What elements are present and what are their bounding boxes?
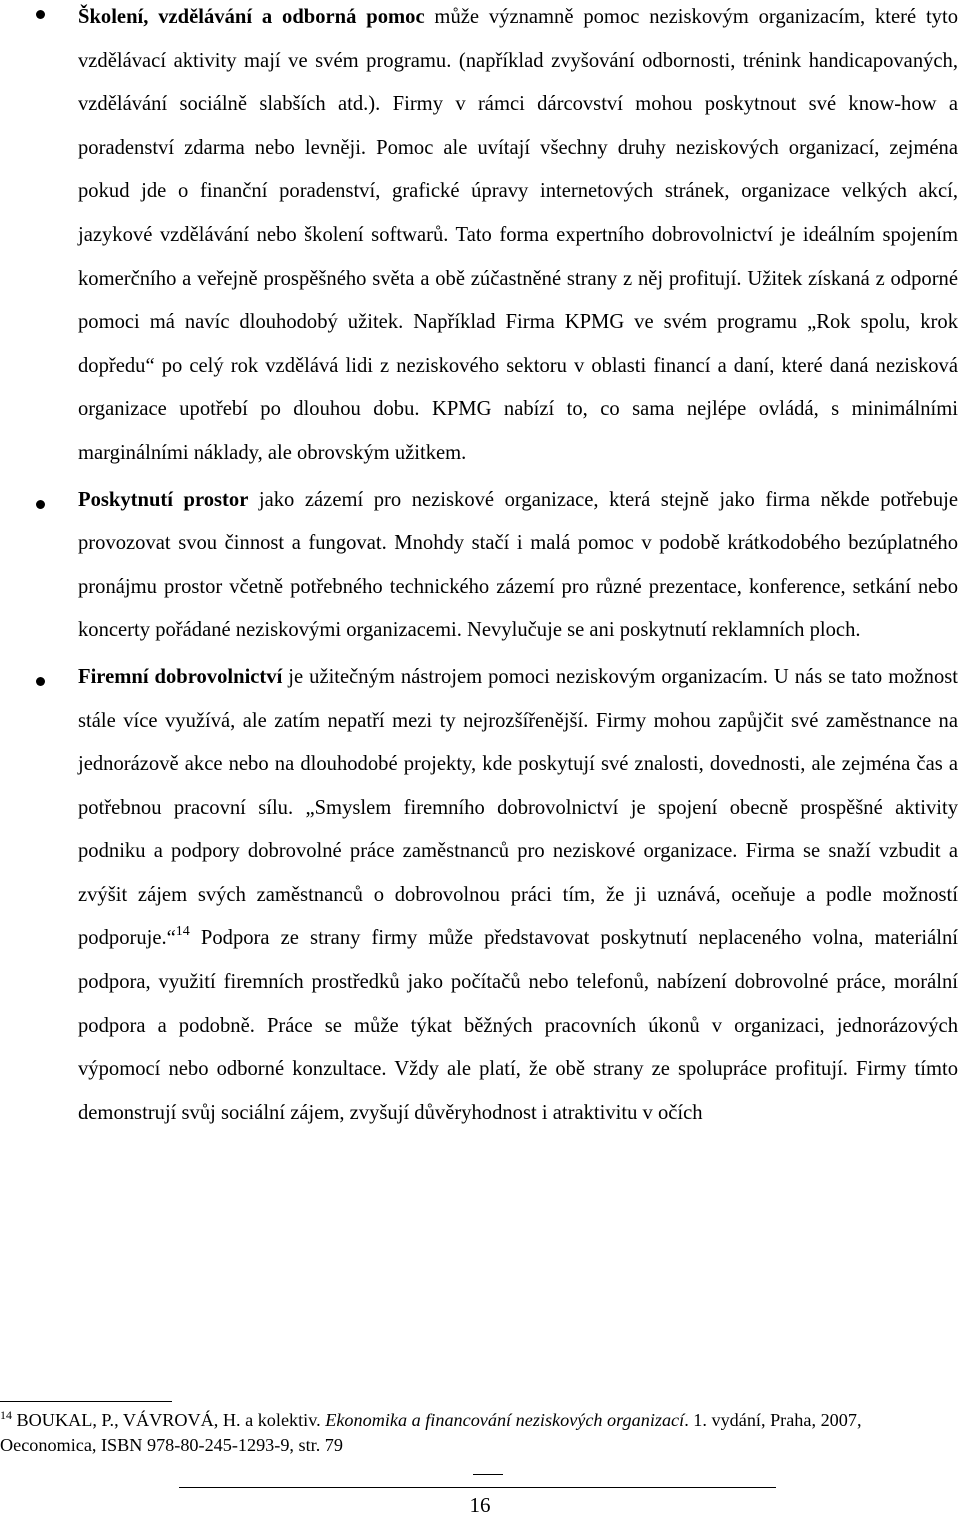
list-item-text: může významně pomoc neziskovým organizacím, které tyto vzdělávací aktivity mají ve svém programu. (například zvyšování odbornosti, trénink handicapovaných, vzdělávání sociálně slabších atd.). Firmy v rámci dárcovství mohou poskytnout své know-how a poradenství zdarma nebo levněji. Pomoc ale uvítají všechny druhy neziskových organizací, zejména pokud jde o finanční poradenství, grafické úpravy internetových stránek, organizace velkých akcí, jazykové vzdělávání nebo školení softwarů. Tato forma expertního dobrovolnictví je ideálním spojením komerčního a veřejně prospěšného světa a obě zúčastněné strany z něj profitují. Užitek získaná z odporné pomoci má navíc dlouhodobý užitek. Například Firma KPMG ve svém programu „Rok spolu, krok dopředu“ po celý rok vzdělává lidi z neziskového sektoru v oblasti financí a daní, které daná nezisková organizace upotřebí po dlouhou dobu. KPMG nabízí to, co sama nejlépe ovládá, s minimálními marginálními náklady, ale obrovským užitkem. bbox=[78, 6, 958, 464]
footnote bbox=[0, 1408, 958, 1458]
list-item-heading: Poskytnutí prostor bbox=[78, 488, 249, 511]
footnote-reference[interactable]: 14 bbox=[175, 924, 190, 940]
footnote-details: . 1. vydání, Praha, 2007, Oeconomica, ISBN 978-80-245-1293-9, str. 79 bbox=[0, 1410, 862, 1455]
footnote-authors: BOUKAL, P., VÁVROVÁ, H. a kolektiv. bbox=[12, 1410, 326, 1430]
bullet-icon bbox=[36, 677, 45, 686]
footnote-separator bbox=[0, 1401, 172, 1402]
list-item-paragraph bbox=[78, 479, 958, 653]
footnote-number: 14 bbox=[0, 1408, 12, 1422]
list-item-text: je užitečným nástrojem pomoci neziskovým organizacím. U nás se tato možnost stále více využívá, ale zatím nepatří mezi ty nejrozšířenější. Firmy mohou zapůjčit své zaměstnance na jednorázově akce nebo na dlouhodobé projekty, kde poskytují své znalosti, dovednosti, ale zejména čas a potřebnou pracovní sílu. „Smyslem firemního dobrovolnictví je spojení obecně prospěšné aktivity podniku a podpory dobrovolné práce zaměstnanců pro neziskové organizace. Firma se snaží vzbudit a zvýšit zájem svých zaměstnanců o dobrovolnou práci tím, že ji uznává, oceňuje a podle možností podporuje.“ bbox=[78, 665, 958, 950]
list-item-text: jako zázemí pro neziskové organizace, která stejně jako firma někde potřebuje provozovat svou činnost a fungovat. Mnohdy stačí i malá pomoc v podobě krátkodobého bezúplatného pronájmu prostor včetně potřebného technického zázemí pro různé prezentace, konference, setkání nebo koncerty pořádané neziskovými organizacemi. Nevylučuje se ani poskytnutí reklamních ploch. bbox=[78, 488, 958, 642]
footer-rule bbox=[179, 1487, 776, 1488]
list-item-paragraph bbox=[78, 656, 958, 1136]
list-item bbox=[0, 479, 960, 653]
list-item-heading: Školení, vzdělávání a odborná pomoc bbox=[78, 6, 425, 28]
list-item-paragraph bbox=[78, 0, 958, 476]
list-item-text-continued: Podpora ze strany firmy může představovat poskytnutí neplaceného volna, materiální podpora, využití firemních prostředků jako počítačů nebo telefonů, nabízení dobrovolné práce, morální podpora a podobně. Práce se může týkat běžných pracovních úkonů v organizaci, jednorázových výpomocí nebo odborné konzultace. Vždy ale platí, že obě strany ze spolupráce profitují. Firmy tímto demonstrují svůj sociální zájem, zvyšují důvěryhodnost i atraktivitu v očích bbox=[78, 927, 958, 1124]
footnote-title: Ekonomika a financování neziskových organizací bbox=[325, 1410, 685, 1430]
page-number: 16 bbox=[469, 1493, 491, 1517]
footer-rule-short bbox=[473, 1474, 503, 1475]
bullet-icon bbox=[36, 500, 45, 509]
list-item bbox=[0, 0, 960, 476]
list-item bbox=[0, 656, 960, 1136]
bullet-icon bbox=[36, 10, 45, 19]
list-item-heading: Firemní dobrovolnictví bbox=[78, 665, 283, 688]
